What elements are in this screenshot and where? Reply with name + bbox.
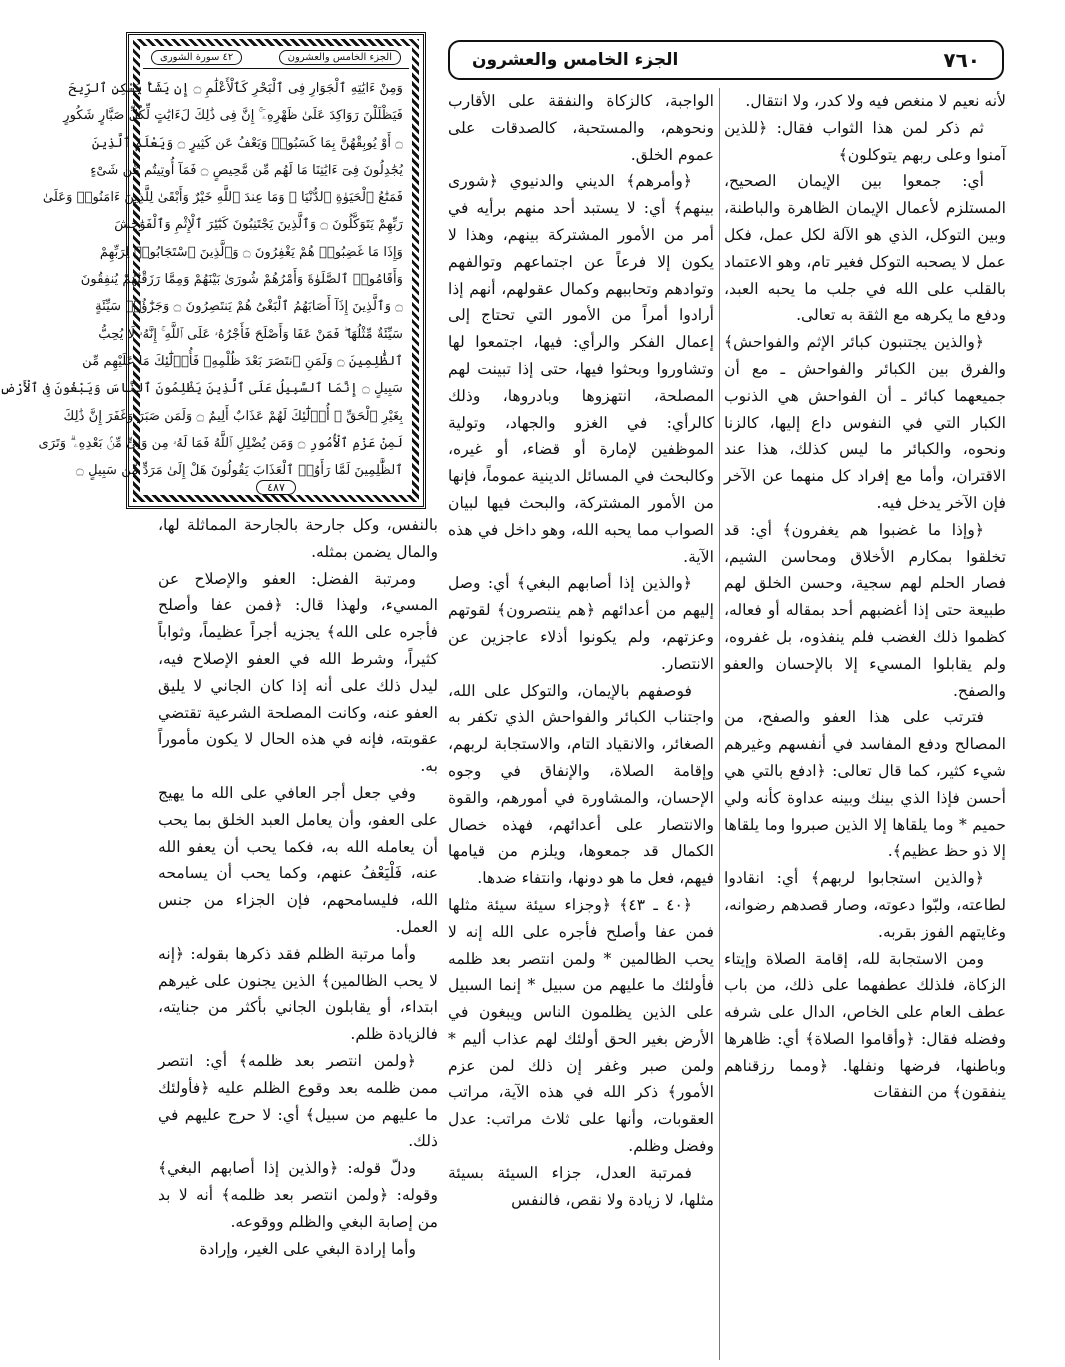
verse-line: بِغَيْرِ ٱلْحَقِّ ۚ أُو۟لَٰٓئِكَ لَهُمْ عَذَابٌ أَلِيمٌ ۝ وَلَمَن صَبَرَ وَغَفَرَ إِنَّ ذَٰلِكَ	[63, 408, 403, 424]
paragraph: ودلّ قوله: ﴿والذين إذا أصابهم البغي﴾ وقوله: ﴿ولمن انتصر بعد ظلمه﴾ أنه لا بد من إصابة البغي والظلم ووقوعه.	[158, 1159, 438, 1231]
paragraph: ﴿وأمرهم﴾ الديني والدنيوي ﴿شورى بينهم﴾ أي: لا يستبد أحد منهم برأيه في أمر من الأمور المشتركة بينهم، وهذا لا يكون إلا فرعاً عن اجتماعهم وتوالفهم وتوادهم وتحاببهم وكمال عقولهم، أنهم إذا أرادوا أمراً من الأمور التي تحتاج إلى إعمال الفكر والرأي: فيها، اجتمعوا لها وتشاوروا وبحثوا فيها، حتى إذا تبينت لهم المصلحة، انتهزوها وبادروها، وذلك كالرأي: في الغزو والجهاد، وتولية الموظفين لإمارة أو قضاء، أو غيره، وكالبحث في المسائل الدينية عموماً، فإنها من الأمور المشتركة، والبحث فيها لبيان الصواب مما يحبه الله، وهو داخل في هذه الآية.	[448, 172, 714, 566]
verse-line: وَإِذَا مَا غَضِبُوا۟ هُمْ يَغْفِرُونَ ۝ وَٱلَّذِينَ ٱسْتَجَابُوا۟ لِرَبِّهِمْ	[99, 244, 403, 260]
mushaf-topbar	[143, 47, 409, 69]
verse-line: وَأَقَامُوا۟ ٱلصَّلَوٰةَ وَأَمْرُهُمْ شُورَىٰ بَيْنَهُمْ وَمِمَّا رَزَقْنَٰهُمْ يُنفِقُونَ	[80, 272, 403, 288]
paragraph: ومرتبة الفضل: العفو والإصلاح عن المسيء، ولهذا قال: ﴿فمن عفا وأصلح فأجره على الله﴾ يجزيه أجراً عظيماً، وثواباً كثيراً، وشرط الله في العفو الإصلاح فيه، ليدل ذلك على أنه إذا كان الجاني لا يليق العفو عنه، وكانت المصلحة الشرعية تقتضي عقوبته، فإنه في هذه الحال لا يكون مأموراً به.	[158, 569, 438, 776]
paragraph: بالنفس، وكل جارحة بالجارحة المماثلة لها، والمال يضمن بمثله.	[158, 516, 438, 561]
paragraph: ﴿والذين يجتنبون كبائر الإثم والفواحش﴾ والفرق بين الكبائر والفواحش ـ مع أن جميعهما كبائر ـ أن الفواحش هي الذنوب الكبار التي في النفوس داع إليها، كالزنا ونحوه، والكبائر ما ليس كذلك، هذا عند الاقتران، وأما مع إفراد كل منهما عن الآخر فإن الآخر يدخل فيه.	[724, 333, 1006, 512]
page-header	[448, 40, 1004, 80]
paragraph: فوصفهم بالإيمان، والتوكل على الله، واجتناب الكبائر والفواحش الذي تكفر به الصغائر، والانقياد التام، والاستجابة لربهم، وإقامة الصلاة، والإنفاق في وجوه الإحسان، والمشاورة في أمورهم، والقوة والانتصار على أعدائهم، فهذه خصال الكمال قد جمعوها، ويلزم من قيامها فيهم، فعل ما هو دونها، وانتفاء ضدها.	[448, 681, 714, 888]
paragraph: فترتب على هذا العفو والصفح، من المصالح ودفع المفاسد في أنفسهم وغيرهم شيء كثير، كما قال تعالى: ﴿ادفع بالتي هي أحسن فإذا الذي بينك وبينه عداوة كأنه ولي حميم * وما يلقاها إلا الذين صبروا وما يلقاها إلا ذو حظ عظيم﴾.	[724, 708, 1006, 861]
mushaf-footer	[143, 478, 409, 496]
paragraph: وأما مرتبة الظلم فقد ذكرها بقوله: ﴿إنه لا يحب الظالمين﴾ الذين يجنون على غيرهم ابتداء، أو يقابلون الجاني بأكثر من جنايته، فالزيادة ظلم.	[158, 944, 438, 1044]
verse-line: رَبِّهِمْ يَتَوَكَّلُونَ ۝ وَٱلَّذِينَ يَجْتَنِبُونَ كَبَٰٓئِرَ ٱلْإِثْمِ وَٱلْفَوَٰحِشَ	[114, 217, 403, 233]
paragraph: ﴿٤٠ ـ ٤٣﴾ ﴿وجزاء سيئة سيئة مثلها فمن عفا وأصلح فأجره على الله إنه لا يحب الظالمين * ولمن انتصر بعد ظلمه فأولئك ما عليهم من سبيل * إنما السبيل على الذين يظلمون الناس ويبغون في الأرض بغير الحق أولئك لهم عذاب أليم * ولمن صبر وغفر إن ذلك لمن عزم الأمور﴾ ذكر الله في هذه الآية، مراتب العقوبات، وأنها على ثلاث مراتب: عدل وفضل وظلم.	[448, 895, 714, 1156]
paragraph: ثم ذكر لمن هذا الثواب فقال: ﴿للذين آمنوا وعلى ربهم يتوكلون﴾	[724, 118, 1006, 164]
tafsir-column-middle	[448, 88, 714, 1363]
verse-line: لَمِنْ عَزْمِ ٱلْأُمُورِ ۝ وَمَن يُضْلِلِ ٱللَّهُ فَمَا لَهُۥ مِن وَلِىٍّ مِّنۢ بَعْدِهِۦ ۗ وَتَرَى	[38, 435, 403, 451]
verse-line: فَمَتَٰعُ ٱلْحَيَوٰةِ ٱلدُّنْيَا ۖ وَمَا عِندَ ٱللَّهِ خَيْرٌ وَأَبْقَىٰ لِلَّذِينَ ءَامَنُوا۟ وَعَلَىٰ	[42, 190, 403, 206]
paragraph: أي: جمعوا بين الإيمان الصحيح، المستلزم لأعمال الإيمان الظاهرة والباطنة، وبين التوكل، الذي هو الآلة لكل عمل، فكل عمل لا يصحبه التوكل فغير تام، وهو الاعتماد بالقلب على الله في جلب ما يحبه العبد، ودفع ما يكرهه مع الثقة به تعالى.	[724, 172, 1006, 325]
paragraph: الواجبة، كالزكاة والنفقة على الأقارب ونحوهم، والمستحبة، كالصدقات على عموم الخلق.	[448, 92, 714, 164]
paragraph: وفي جعل أجر العافي على الله ما يهيج على العفو، وأن يعامل العبد الخلق بما يحب أن يعامله الله به، فكما يحب أن يعفو الله عنه، فَلْيَعْفُ عنهم، وكما يحب أن يسامحه الله، فليسامحهم، فإن الجزاء من جنس العمل.	[158, 783, 438, 936]
verse-line: ۝ أَوْ يُوبِقْهُنَّ بِمَا كَسَبُوا۟ وَيَعْفُ عَن كَثِيرٍ ۝ وَيَعْلَمَ ٱلَّذِينَ	[91, 135, 403, 151]
tafsir-column-right	[724, 88, 1006, 1363]
paragraph: وأما إرادة البغي على الغير، وإرادة	[199, 1239, 416, 1258]
tafsir-column-left	[158, 512, 438, 1363]
verse-line: سَبِيلٍ ۝ إِنَّمَا ٱلسَّبِيلُ عَلَى ٱلَّذِينَ يَظْلِمُونَ ٱلنَّاسَ وَيَبْغُونَ فِى ٱلْأَرْضِ	[0, 381, 403, 397]
paragraph: ومن الاستجابة لله، إقامة الصلاة وإيتاء الزكاة، فلذلك عطفهما على ذلك، من باب عطف العام على الخاص، الدال على شرفه وفضله فقال: ﴿وأقاموا الصلاة﴾ أي: ظاهرها وباطنها، فرضها ونفلها. ﴿ومما رزقناهم ينفقون﴾ من النفقات	[724, 949, 1006, 1102]
paragraph: ﴿وإذا ما غضبوا هم يغفرون﴾ أي: قد تخلقوا بمكارم الأخلاق ومحاسن الشيم، فصار الحلم لهم سجية، وحسن الخلق لهم طبيعة حتى إذا أغضبهم أحد بمقاله أو فعاله، كظموا ذلك الغضب فلم ينفذوه، بل غفروه، ولم يقابلوا المسيء إلا بالإحسان والعفو والصفح.	[724, 520, 1006, 700]
verse-line: يُجَٰدِلُونَ فِىٓ ءَايَٰتِنَا مَا لَهُم مِّن مَّحِيصٍ ۝ فَمَآ أُوتِيتُم مِّن شَىْءٍ	[90, 162, 403, 178]
paragraph: فمرتبة العدل، جزاء السيئة بسيئة مثلها، لا زيادة ولا نقص، فالنفس	[448, 1163, 714, 1209]
verse-line: ٱلظَّٰلِمِينَ ۝ وَلَمَنِ ٱنتَصَرَ بَعْدَ ظُلْمِهِۦ فَأُو۟لَٰٓئِكَ مَا عَلَيْهِم مِّن	[82, 353, 403, 369]
mushaf-surah-label: ٤٢ سورة الشورى	[151, 50, 242, 65]
verse-line: ۝ وَٱلَّذِينَ إِذَآ أَصَابَهُمُ ٱلْبَغْىُ هُمْ يَنتَصِرُونَ ۝ وَجَزَٰٓؤُا۟ سَيِّئَةٍ	[95, 299, 403, 315]
mushaf-page-number: ٤٨٧	[256, 480, 296, 495]
quran-text-box	[0, 32, 426, 509]
mushaf-juz-label: الجزء الخامس والعشرون	[279, 50, 401, 65]
column-divider	[719, 88, 720, 1360]
paragraph: ﴿ولمن انتصر بعد ظلمه﴾ أي: انتصر ممن ظلمه بعد وقوع الظلم عليه ﴿فأولئك ما عليهم من سبيل﴾ أي: لا حرج عليهم في ذلك.	[158, 1051, 438, 1151]
running-title: الجزء الخامس والعشرون	[472, 50, 679, 70]
page-number: ٧٦٠	[943, 48, 980, 72]
paragraph: ﴿والذين استجابوا لربهم﴾ أي: انقادوا لطاعته، ولبّوا دعوته، وصار قصدهم رضوانه، وغايتهم الفوز بقربه.	[724, 869, 1006, 941]
verse-line: وَمِنْ ءَايَٰتِهِ ٱلْجَوَارِ فِى ٱلْبَحْرِ كَٱلْأَعْلَٰمِ ۝ إِن يَشَأْ يُسْكِنِ ٱلرِّيحَ	[68, 81, 403, 96]
paragraph: ﴿والذين إذا أصابهم البغي﴾ أي: وصل إليهم من أعدائهم ﴿هم ينتصرون﴾ لقوتهم وعزتهم، ولم يكونوا أذلاء عاجزين عن الانتصار.	[448, 574, 714, 673]
verse-line: فَيَظْلَلْنَ رَوَاكِدَ عَلَىٰ ظَهْرِهِۦٓ ۚ إِنَّ فِى ذَٰلِكَ لَءَايَٰتٍ لِّكُلِّ صَبَّارٍ شَكُورٍ	[63, 108, 403, 124]
verse-line: ٱلظَّٰلِمِينَ لَمَّا رَأَوُا۟ ٱلْعَذَابَ يَقُولُونَ هَلْ إِلَىٰ مَرَدٍّ مِّن سَبِيلٍ ۝	[76, 463, 403, 479]
paragraph: لأنه نعيم لا منغص فيه ولا كدر، ولا انتقال.	[745, 92, 1006, 110]
verse-line: سَيِّئَةٌ مِّثْلُهَا ۖ فَمَنْ عَفَا وَأَصْلَحَ فَأَجْرُهُۥ عَلَى ٱللَّهِ ۚ إِنَّهُۥ لَا يُحِبُّ	[98, 326, 403, 342]
quran-verses	[0, 75, 403, 479]
